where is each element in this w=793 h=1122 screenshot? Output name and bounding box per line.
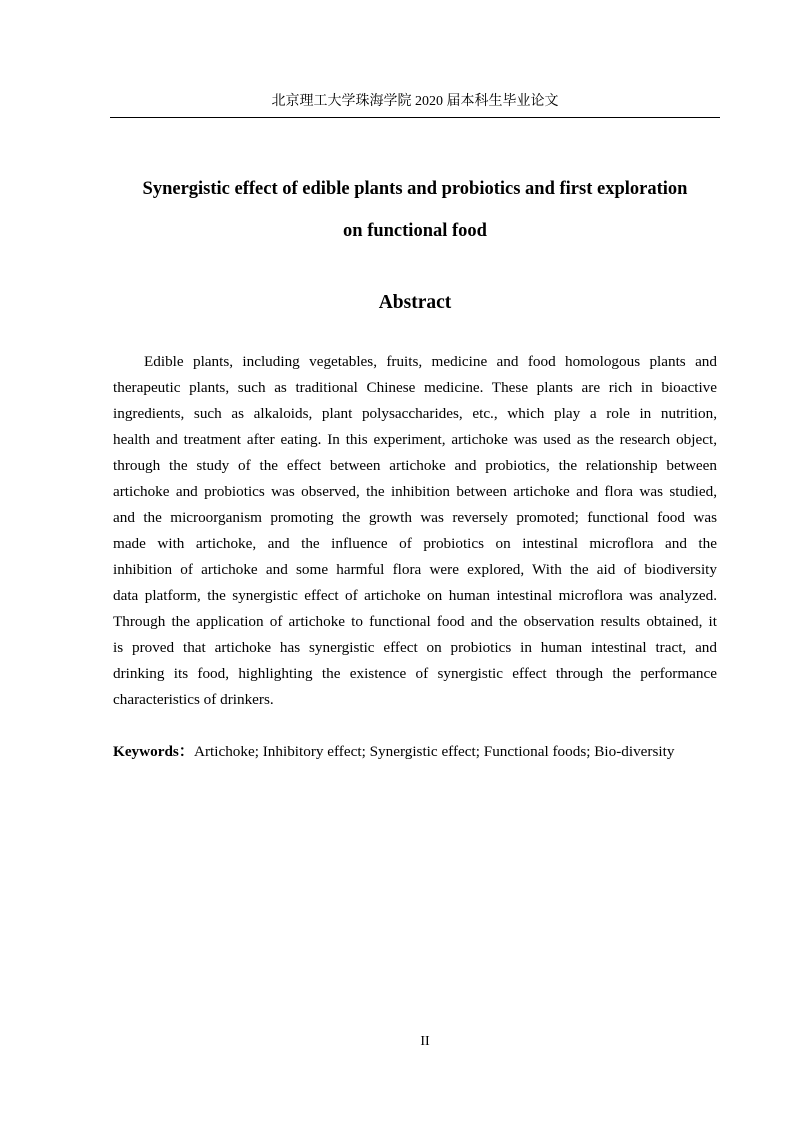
abstract-line: inhibition of artichoke and some harmful flora were explored, With the aid of biodiversity [113,561,717,578]
keywords [113,739,723,765]
abstract-body [113,349,717,713]
abstract-line: through the study of the effect between artichoke and probiotics, the relationship between [113,457,717,474]
thesis-title [100,168,730,252]
abstract-line: and the microorganism promoting the growth was reversely promoted; functional food was [113,509,717,526]
abstract-line: characteristics of drinkers. [113,691,274,708]
abstract-line: drinking its food, highlighting the existence of synergistic effect through the performance [113,665,717,682]
keywords-label: Keywords： [113,743,194,760]
header-rule [110,117,720,118]
abstract-line: data platform, the synergistic effect of artichoke on human intestinal microflora was analyzed. [113,587,717,604]
abstract-line: made with artichoke, and the influence of probiotics on intestinal microflora and the [113,535,717,552]
abstract-line: Edible plants, including vegetables, fruits, medicine and food homologous plants and [144,353,717,370]
abstract-line: health and treatment after eating. In this experiment, artichoke was used as the research object, [113,431,717,448]
abstract-line: Through the application of artichoke to functional food and the observation results obtained, it [113,613,717,630]
keywords-text: Artichoke; Inhibitory effect; Synergistic effect; Functional foods; Bio-diversity [194,743,675,760]
title-line-1: Synergistic effect of edible plants and probiotics and first exploration [142,179,688,199]
page-number: II [420,1034,430,1049]
abstract-heading: Abstract [378,292,452,313]
running-header: 北京理工大学珠海学院 2020 届本科生毕业论文 [271,94,559,109]
abstract-line: is proved that artichoke has synergistic effect on probiotics in human intestinal tract, and [113,639,717,656]
title-line-2: on functional food [343,221,487,241]
abstract-line: ingredients, such as alkaloids, plant polysaccharides, etc., which play a role in nutrition, [113,405,717,422]
abstract-line: therapeutic plants, such as traditional Chinese medicine. These plants are rich in bioactive [113,379,717,396]
abstract-line: artichoke and probiotics was observed, the inhibition between artichoke and flora was studied, [113,483,717,500]
